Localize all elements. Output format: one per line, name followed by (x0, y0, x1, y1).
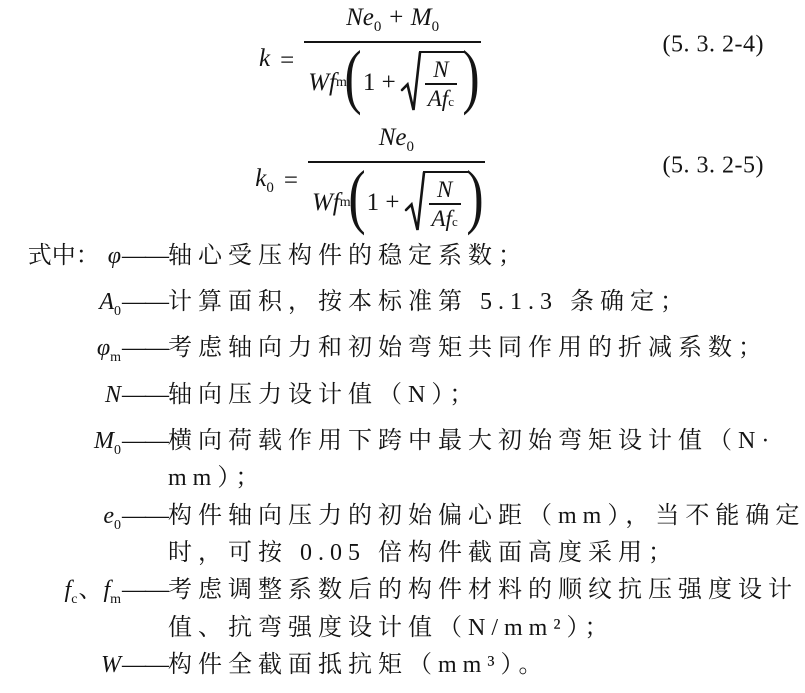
definition-N (0, 377, 800, 423)
equation-5-3-2-4 (0, 0, 800, 120)
symbol-separator: 、 (78, 577, 103, 604)
symbol-phi-m: $\varphi_m$ (96, 335, 121, 366)
big-paren-left: ( (348, 155, 366, 236)
formula-lhs (255, 165, 274, 197)
symbol-fc-fm: $f_c$、$f_m$ (64, 577, 121, 608)
big-paren-right: ) (466, 155, 484, 236)
inner-fraction: N Af c (425, 57, 457, 113)
fraction (308, 124, 485, 239)
definition-text: 构件全截面抵抗矩（mm³）。 (168, 652, 549, 679)
definition-text: 横向荷载作用下跨中最大初始弯矩设计值（N· mm）； (168, 427, 776, 492)
definition-dash: —— (122, 577, 168, 604)
inner-fraction: N Af c (429, 177, 461, 233)
radicand (423, 171, 469, 233)
square-root (401, 51, 465, 115)
one-plus: 1 + (366, 188, 400, 216)
var-N: N (436, 176, 453, 202)
equals-sign: = (283, 167, 298, 194)
var-Ne: Ne (378, 123, 407, 151)
formula (255, 124, 484, 239)
fraction (304, 4, 481, 119)
definition-M0 (0, 423, 800, 498)
formula-where-label: 式中： (27, 243, 100, 269)
symbol-A0: $A_0$ (99, 289, 121, 319)
symbol-M0: $M_0$ (94, 427, 121, 458)
definition-text: 轴向压力设计值（N）； (168, 381, 480, 408)
square-root (405, 171, 469, 235)
var-Wf: Wf (311, 188, 340, 216)
equation-5-3-2-5 (0, 123, 800, 236)
var-k: k (259, 45, 271, 72)
definition-phi (0, 238, 800, 284)
definition-dash: —— (122, 335, 168, 362)
numerator: $Ne_0$ (378, 123, 414, 155)
definition-dash: —— (122, 652, 168, 679)
var-M: + M (381, 3, 432, 31)
definition-dash: —— (122, 381, 168, 408)
definition-text: 轴心受压构件的稳定系数； (168, 243, 528, 269)
var-N: N (433, 56, 449, 82)
radical-sign-icon (401, 51, 421, 115)
var-Af: Af (431, 206, 452, 232)
formula (259, 4, 481, 119)
definition-fc-fm (0, 572, 800, 647)
var-k0: k (255, 165, 267, 192)
definition-W (0, 647, 800, 693)
definition-dash: —— (122, 243, 168, 269)
symbol-W: W (101, 652, 121, 679)
symbol-definitions (0, 238, 805, 693)
definition-phi-m (0, 330, 800, 376)
symbol-phi: φ (107, 243, 121, 269)
equation-number: (5. 3. 2-5) (662, 152, 764, 179)
definition-text: 计算面积，按本标准第 5.1.3 条确定； (168, 289, 690, 316)
var-Wf: Wf (308, 68, 337, 96)
big-paren-right: ) (462, 35, 480, 116)
symbol-N: N (104, 381, 121, 408)
definition-dash: —— (122, 289, 168, 316)
one-plus: 1 + (362, 68, 396, 96)
var-k0-subscript: 0 (266, 180, 274, 196)
big-paren-left: ( (344, 35, 362, 116)
radicand (419, 51, 465, 113)
numerator: $Ne_0 + M_0$ (346, 3, 440, 35)
denominator: Wf m ( 1 + N Af c ) (304, 41, 481, 119)
denominator: Wf m ( 1 + N Af c ) (308, 161, 485, 239)
definition-dash: —— (122, 502, 168, 529)
definition-A0 (0, 284, 800, 330)
equation-number: (5. 3. 2-4) (662, 31, 764, 58)
definition-text: 考虑轴向力和初始弯矩共同作用的折减系数； (168, 335, 768, 362)
definition-e0 (0, 498, 805, 573)
formula-lhs (259, 45, 270, 77)
definition-text: 构件轴向压力的初始偏心距（mm），当不能确定 时，可按 0.05 倍构件截面高度采用； (168, 502, 805, 567)
symbol-e0: $e_0$ (103, 502, 121, 533)
radical-sign-icon (405, 171, 425, 235)
definition-text: 考虑调整系数后的构件材料的顺纹抗压强度设计 值、抗弯强度设计值（N/mm²）； (168, 577, 798, 641)
var-Ne: Ne (346, 3, 374, 31)
definition-dash: —— (122, 427, 168, 454)
var-Af: Af (427, 86, 449, 112)
equals-sign: = (280, 47, 295, 74)
